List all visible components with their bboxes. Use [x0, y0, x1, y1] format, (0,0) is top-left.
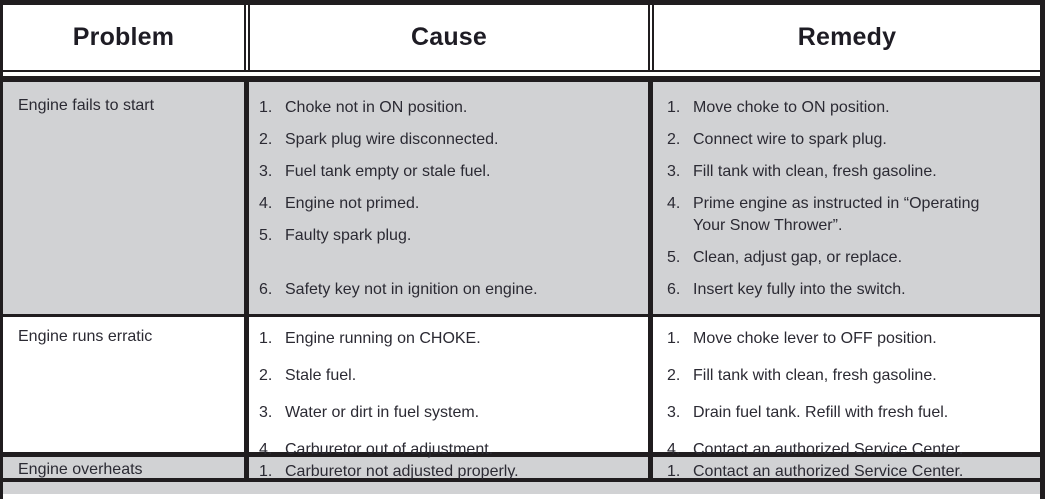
- item-text: Contact an authorized Service Center.: [693, 463, 964, 480]
- item-number: 1.: [259, 99, 273, 116]
- row-engine-runs-erratic: [3, 314, 1040, 458]
- problem-cell: Engine fails to start: [18, 97, 155, 114]
- cause-list: [244, 457, 648, 478]
- list-item: [667, 402, 1032, 424]
- item-text: Faulty spark plug.: [285, 227, 412, 244]
- next-row-cutoff-sliver: [3, 482, 1040, 494]
- problem-cell: Engine overheats: [18, 461, 143, 478]
- item-number: 2.: [667, 367, 681, 384]
- list-item: [667, 129, 1032, 151]
- item-number: 3.: [667, 163, 681, 180]
- item-text: Fuel tank empty or stale fuel.: [285, 163, 491, 180]
- item-text: Engine not primed.: [285, 195, 420, 212]
- header-cell-cause: Cause: [244, 5, 648, 70]
- list-item: [667, 97, 1032, 119]
- remedy-list: [648, 457, 1040, 478]
- item-number: 2.: [259, 367, 273, 384]
- list-item: [667, 279, 1032, 301]
- item-number: 6.: [667, 281, 681, 298]
- list-item: [259, 97, 640, 119]
- list-item: [259, 129, 640, 151]
- list-item: [667, 247, 1032, 269]
- item-text: Safety key not in ignition on engine.: [285, 281, 538, 298]
- list-item: [667, 461, 1032, 483]
- list-item: [667, 161, 1032, 183]
- item-number: 3.: [667, 404, 681, 421]
- list-item: [259, 161, 640, 183]
- problem-cell: Engine runs erratic: [18, 328, 153, 345]
- item-text: Drain fuel tank. Refill with fresh fuel.: [693, 404, 949, 421]
- item-number: 3.: [259, 163, 273, 180]
- item-number: 4.: [667, 195, 681, 212]
- item-number: 4.: [259, 195, 273, 212]
- list-item: [259, 328, 640, 350]
- row-engine-fails-to-start: [3, 82, 1040, 314]
- item-text: Choke not in ON position.: [285, 99, 468, 116]
- list-item: [259, 402, 640, 424]
- header-cell-remedy: Remedy: [648, 5, 1040, 70]
- item-text: Contact an authorized Service Center.: [693, 441, 964, 458]
- row-engine-overheats: [3, 452, 1040, 482]
- item-text: Spark plug wire disconnected.: [285, 131, 499, 148]
- list-item: [259, 365, 640, 387]
- cause-list: [244, 82, 648, 314]
- item-text: Move choke lever to OFF position.: [693, 330, 937, 347]
- item-number: 5.: [259, 227, 273, 244]
- item-text: Connect wire to spark plug.: [693, 131, 887, 148]
- list-item: [259, 461, 640, 483]
- item-text: Carburetor out of adjustment.: [285, 441, 494, 458]
- item-number: 5.: [667, 249, 681, 266]
- item-text: Stale fuel.: [285, 367, 357, 384]
- header-separator: [3, 70, 1040, 82]
- item-number: 3.: [259, 404, 273, 421]
- list-item: [667, 193, 1032, 237]
- list-item: [667, 365, 1032, 387]
- item-number: 2.: [667, 131, 681, 148]
- item-number: 1.: [667, 330, 681, 347]
- item-text: Insert key fully into the switch.: [693, 281, 906, 298]
- header-cell-problem: Problem: [72, 23, 175, 51]
- header-row: [3, 5, 1040, 70]
- item-number: 4.: [667, 441, 681, 458]
- item-number: 1.: [667, 463, 681, 480]
- item-number: 1.: [259, 330, 273, 347]
- cause-list: [244, 317, 648, 458]
- list-item: [259, 225, 640, 247]
- item-number: 2.: [259, 131, 273, 148]
- list-item: [259, 193, 640, 215]
- item-text: Clean, adjust gap, or replace.: [693, 249, 903, 266]
- item-number: 1.: [667, 99, 681, 116]
- item-text: Fill tank with clean, fresh gasoline.: [693, 367, 937, 384]
- item-text: Prime engine as instructed in “Operating Your Snow Thrower”.: [693, 195, 980, 234]
- item-text: Fill tank with clean, fresh gasoline.: [693, 163, 937, 180]
- item-number: 6.: [259, 281, 273, 298]
- item-number: 4.: [259, 441, 273, 458]
- item-text: Move choke to ON position.: [693, 99, 890, 116]
- remedy-list: [648, 317, 1040, 458]
- list-item: [259, 279, 640, 301]
- item-text: Water or dirt in fuel system.: [285, 404, 480, 421]
- item-number: 1.: [259, 463, 273, 480]
- list-item: [667, 328, 1032, 350]
- remedy-list: [648, 82, 1040, 314]
- item-text: Engine running on CHOKE.: [285, 330, 481, 347]
- item-text: Carburetor not adjusted properly.: [285, 463, 519, 480]
